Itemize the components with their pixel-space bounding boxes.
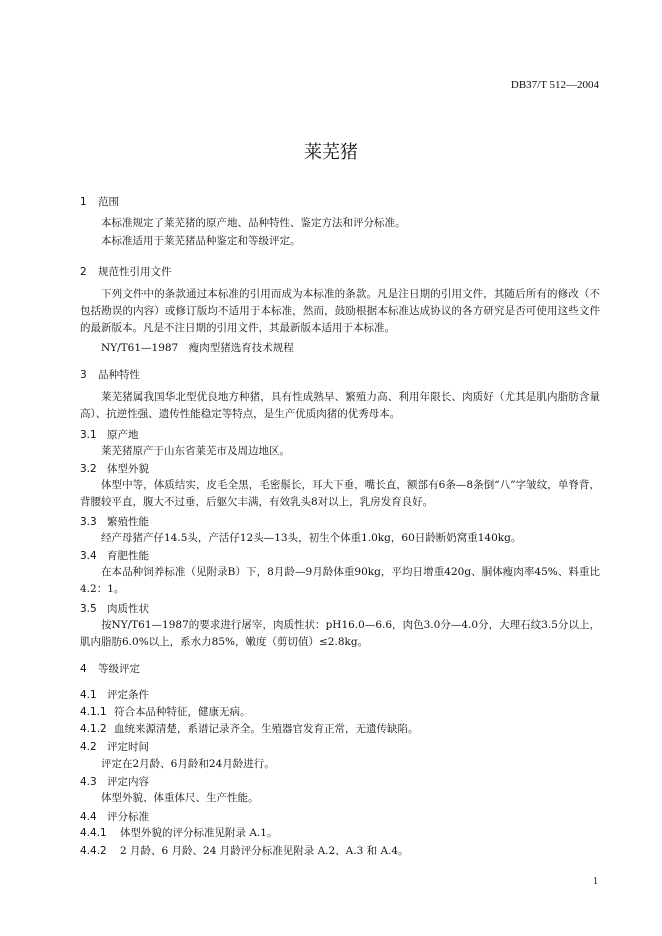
section-4-heading xyxy=(80,661,140,676)
section-title: 原产地 xyxy=(107,429,139,441)
section-number: 4.4.2 xyxy=(80,845,107,857)
section-title: 范围 xyxy=(98,196,119,208)
section-title: 评定条件 xyxy=(107,689,149,701)
page-title: 莱芜猪 xyxy=(304,142,358,163)
section-4-1-2 xyxy=(80,721,600,738)
section-3-5-text: 按NY/T61—1987的要求进行屠宰，肉质性状：pH16.0—6.6，肉色3.0分—4.0分，大理石纹3.5分以上，肌内脂肪6.0%以上，系水力85%，嫩度（剪切值）≤2.8kg。 xyxy=(80,619,600,648)
section-number: 3.1 xyxy=(80,429,97,441)
section-title: 繁殖性能 xyxy=(107,516,149,528)
section-4-2-text: 评定在2月龄、6月龄和24月龄进行。 xyxy=(101,758,275,770)
section-title: 评定内容 xyxy=(107,776,149,788)
section-4-3-text: 体型外貌、体重体尺、生产性能。 xyxy=(101,792,259,804)
section-number: 3.3 xyxy=(80,516,97,528)
clause-text: 符合本品种特征，健康无病。 xyxy=(114,706,251,718)
section-title: 肉质性状 xyxy=(107,603,149,615)
section-3-2-text: 体型中等，体质结实，皮毛全黑，毛密鬃长，耳大下垂，嘴长直，额部有6条—8条倒“八”字皱纹，单脊背，背腰较平直，腹大不过垂，后躯欠丰满，有效乳头8对以上，乳房发育良好。 xyxy=(80,479,600,508)
section-title: 等级评定 xyxy=(98,663,140,675)
section-number: 3.5 xyxy=(80,603,97,615)
section-4-1-1 xyxy=(80,704,600,721)
section-title: 评分标准 xyxy=(107,811,149,823)
page-number: 1 xyxy=(593,876,598,887)
section-3-5-heading xyxy=(80,601,149,616)
section-3-paragraph: 莱芜猪属我国华北型优良地方种猪，具有性成熟早、繁殖力高、利用年限长、肉质好（尤其是肌内脂肪含量高）、抗逆性强、遗传性能稳定等特点，是生产优质肉猪的优秀母本。 xyxy=(80,391,600,420)
section-3-3-text: 经产母猪产仔14.5头，产活仔12头—13头，初生个体重1.0kg，60日龄断奶窝重140kg。 xyxy=(101,532,522,544)
clause-text: 血统来源清楚，系谱记录齐全。生殖器官发育正常，无遗传缺陷。 xyxy=(114,723,419,735)
section-1-heading xyxy=(80,194,119,209)
document-code: DB37/T 512—2004 xyxy=(510,79,599,91)
section-number: 4.4 xyxy=(80,811,97,823)
section-3-2-heading xyxy=(80,461,149,476)
section-title: 育肥性能 xyxy=(107,550,149,562)
section-4-1-heading xyxy=(80,687,149,702)
section-number: 4.4.1 xyxy=(80,827,107,839)
section-number: 2 xyxy=(80,266,87,278)
section-title: 品种特性 xyxy=(98,369,140,381)
section-2-reference: NY/T61—1987 瘦肉型猪选育技术规程 xyxy=(101,342,294,354)
section-3-3-heading xyxy=(80,514,149,529)
section-3-1-text: 莱芜猪原产于山东省莱芜市及周边地区。 xyxy=(101,445,290,457)
section-title: 体型外貌 xyxy=(107,463,149,475)
clause-text: 2 月龄、6 月龄、24 月龄评分标准见附录 A.2、A.3 和 A.4。 xyxy=(120,845,409,857)
section-number: 4.1 xyxy=(80,689,97,701)
section-3-4-text: 在本品种饲养标准（见附录B）下，8月龄—9月龄体重90kg，平均日增重420g、胴体瘦肉率45%、料重比4.2：1。 xyxy=(80,566,600,595)
section-number: 3.4 xyxy=(80,550,97,562)
section-1-paragraph-1: 本标准规定了莱芜猪的原产地、品种特性、鉴定方法和评分标准。 xyxy=(101,217,406,229)
section-title: 规范性引用文件 xyxy=(98,266,172,278)
section-number: 3 xyxy=(80,369,87,381)
section-number: 4.1.2 xyxy=(80,723,107,735)
section-number: 1 xyxy=(80,196,87,208)
section-4-4-heading xyxy=(80,809,149,824)
section-4-4-1 xyxy=(80,825,600,842)
clause-text: 体型外貌的评分标准见附录 A.1。 xyxy=(120,827,278,839)
section-number: 4.3 xyxy=(80,776,97,788)
section-3-heading xyxy=(80,367,140,382)
section-number: 4.2 xyxy=(80,741,97,753)
section-4-2-heading xyxy=(80,739,149,754)
section-4-4-2 xyxy=(80,843,600,860)
section-title: 评定时间 xyxy=(107,741,149,753)
section-number: 4.1.1 xyxy=(80,706,107,718)
section-2-paragraph-1: 下列文件中的条款通过本标准的引用而成为本标准的条款。凡是注日期的引用文件，其随后所有的修改（不包括勘误的内容）或修订版均不适用于本标准，然而，鼓励根据本标准达成协议的各方研究是否可使用这些文件的最新版本。凡是不注日期的引用文件，其最新版本适用于本标准。 xyxy=(80,288,600,334)
section-number: 4 xyxy=(80,663,87,675)
section-number: 3.2 xyxy=(80,463,97,475)
section-3-1-heading xyxy=(80,427,139,442)
section-3-4-heading xyxy=(80,548,149,563)
section-4-3-heading xyxy=(80,774,149,789)
section-2-heading xyxy=(80,264,172,279)
section-1-paragraph-2: 本标准适用于莱芜猪品种鉴定和等级评定。 xyxy=(101,235,301,247)
